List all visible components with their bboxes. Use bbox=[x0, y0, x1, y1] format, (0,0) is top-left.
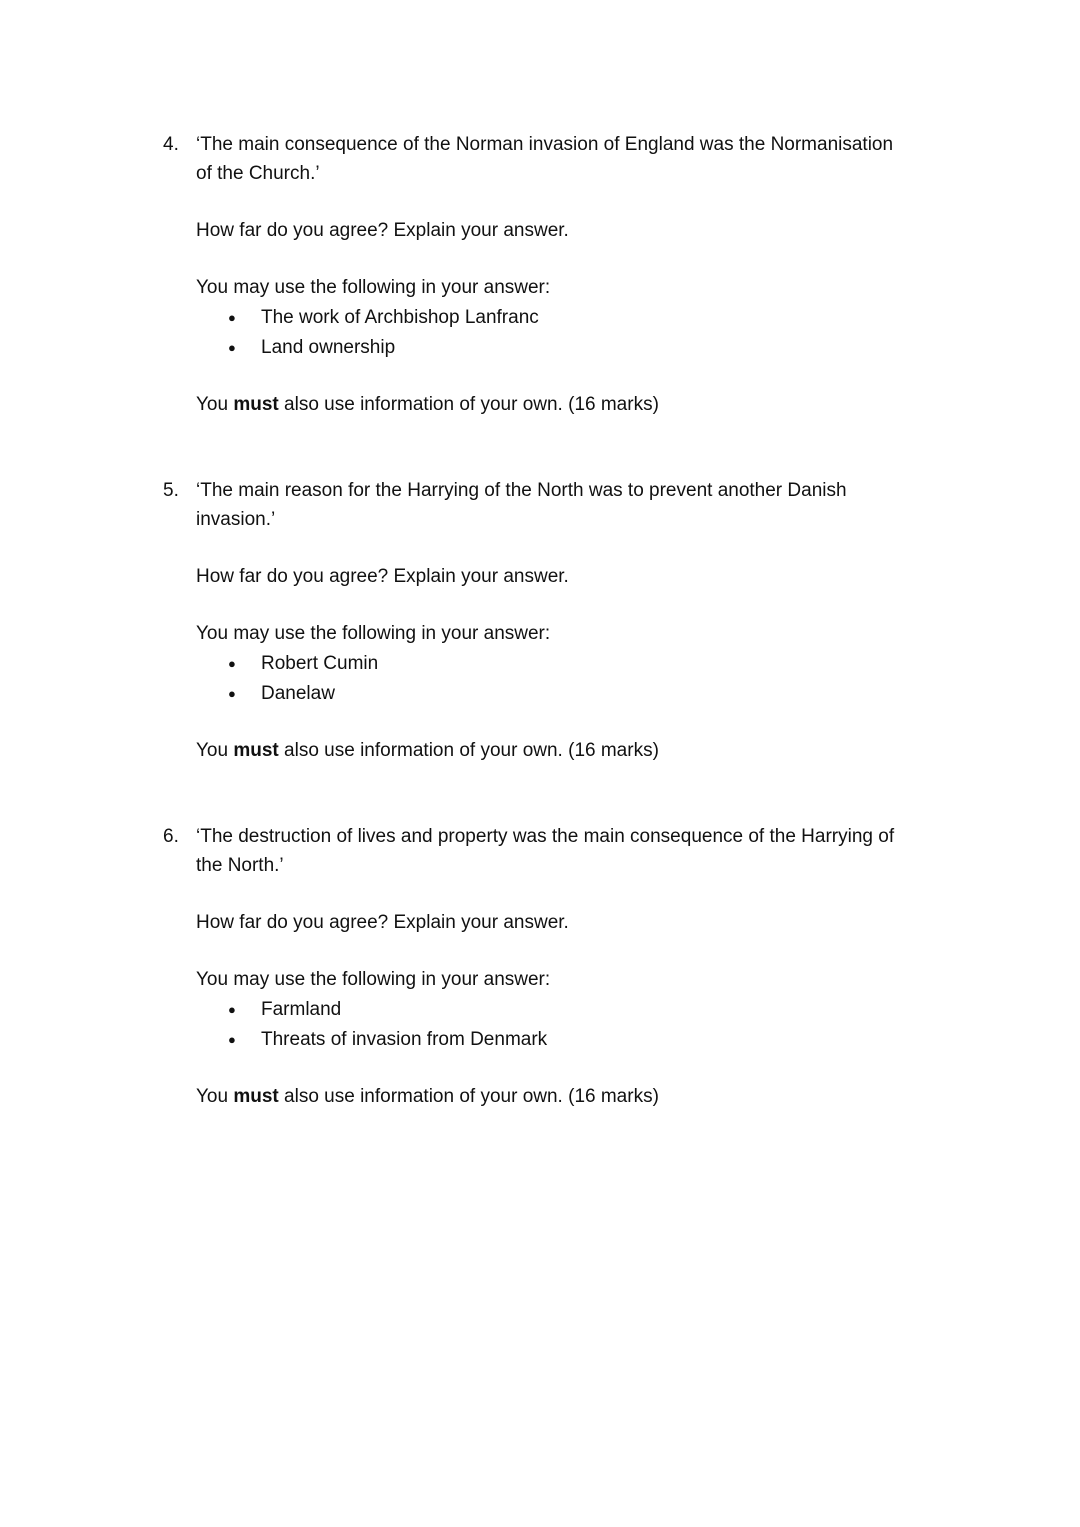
bullet-item: Land ownership bbox=[261, 337, 396, 358]
question-instruction bbox=[196, 391, 659, 419]
question-prompt: How far do you agree? Explain your answer. bbox=[196, 912, 569, 933]
bullet-icon: ● bbox=[228, 1002, 236, 1017]
bullet-icon: ● bbox=[228, 656, 236, 671]
instruction-emphasis: must bbox=[233, 394, 279, 415]
question-quote-line: ‘The main consequence of the Norman invasion of England was the Normanisation bbox=[196, 134, 894, 155]
question-quote-line: of the Church.’ bbox=[196, 163, 320, 184]
question-quote-line: invasion.’ bbox=[196, 509, 276, 530]
question-intro: You may use the following in your answer: bbox=[196, 969, 551, 990]
question-number: 4. bbox=[163, 134, 179, 155]
instruction-emphasis: must bbox=[233, 740, 279, 761]
bullet-item: Farmland bbox=[261, 999, 342, 1020]
question-number: 5. bbox=[163, 480, 179, 501]
instruction-prefix: You bbox=[196, 394, 234, 415]
bullet-item: The work of Archbishop Lanfranc bbox=[261, 307, 539, 328]
instruction-suffix: also use information of your own. (16 marks) bbox=[278, 394, 659, 415]
bullet-item: Danelaw bbox=[261, 683, 335, 704]
bullet-icon: ● bbox=[228, 1032, 236, 1047]
bullet-icon: ● bbox=[228, 686, 236, 701]
question-instruction bbox=[196, 1083, 659, 1111]
bullet-item: Robert Cumin bbox=[261, 653, 379, 674]
question-quote-line: the North.’ bbox=[196, 855, 284, 876]
bullet-item: Threats of invasion from Denmark bbox=[261, 1029, 548, 1050]
instruction-prefix: You bbox=[196, 1086, 234, 1107]
question-quote-line: ‘The destruction of lives and property was the main consequence of the Harrying of bbox=[196, 826, 895, 847]
instruction-emphasis: must bbox=[233, 1086, 279, 1107]
bullet-icon: ● bbox=[228, 340, 236, 355]
instruction-prefix: You bbox=[196, 740, 234, 761]
question-intro: You may use the following in your answer: bbox=[196, 623, 551, 644]
instruction-suffix: also use information of your own. (16 marks) bbox=[278, 1086, 659, 1107]
question-prompt: How far do you agree? Explain your answer. bbox=[196, 220, 569, 241]
instruction-suffix: also use information of your own. (16 marks) bbox=[278, 740, 659, 761]
question-quote-line: ‘The main reason for the Harrying of the North was to prevent another Danish bbox=[196, 480, 847, 501]
question-number: 6. bbox=[163, 826, 179, 847]
question-intro: You may use the following in your answer: bbox=[196, 277, 551, 298]
bullet-icon: ● bbox=[228, 310, 236, 325]
question-instruction bbox=[196, 737, 659, 765]
question-prompt: How far do you agree? Explain your answer. bbox=[196, 566, 569, 587]
